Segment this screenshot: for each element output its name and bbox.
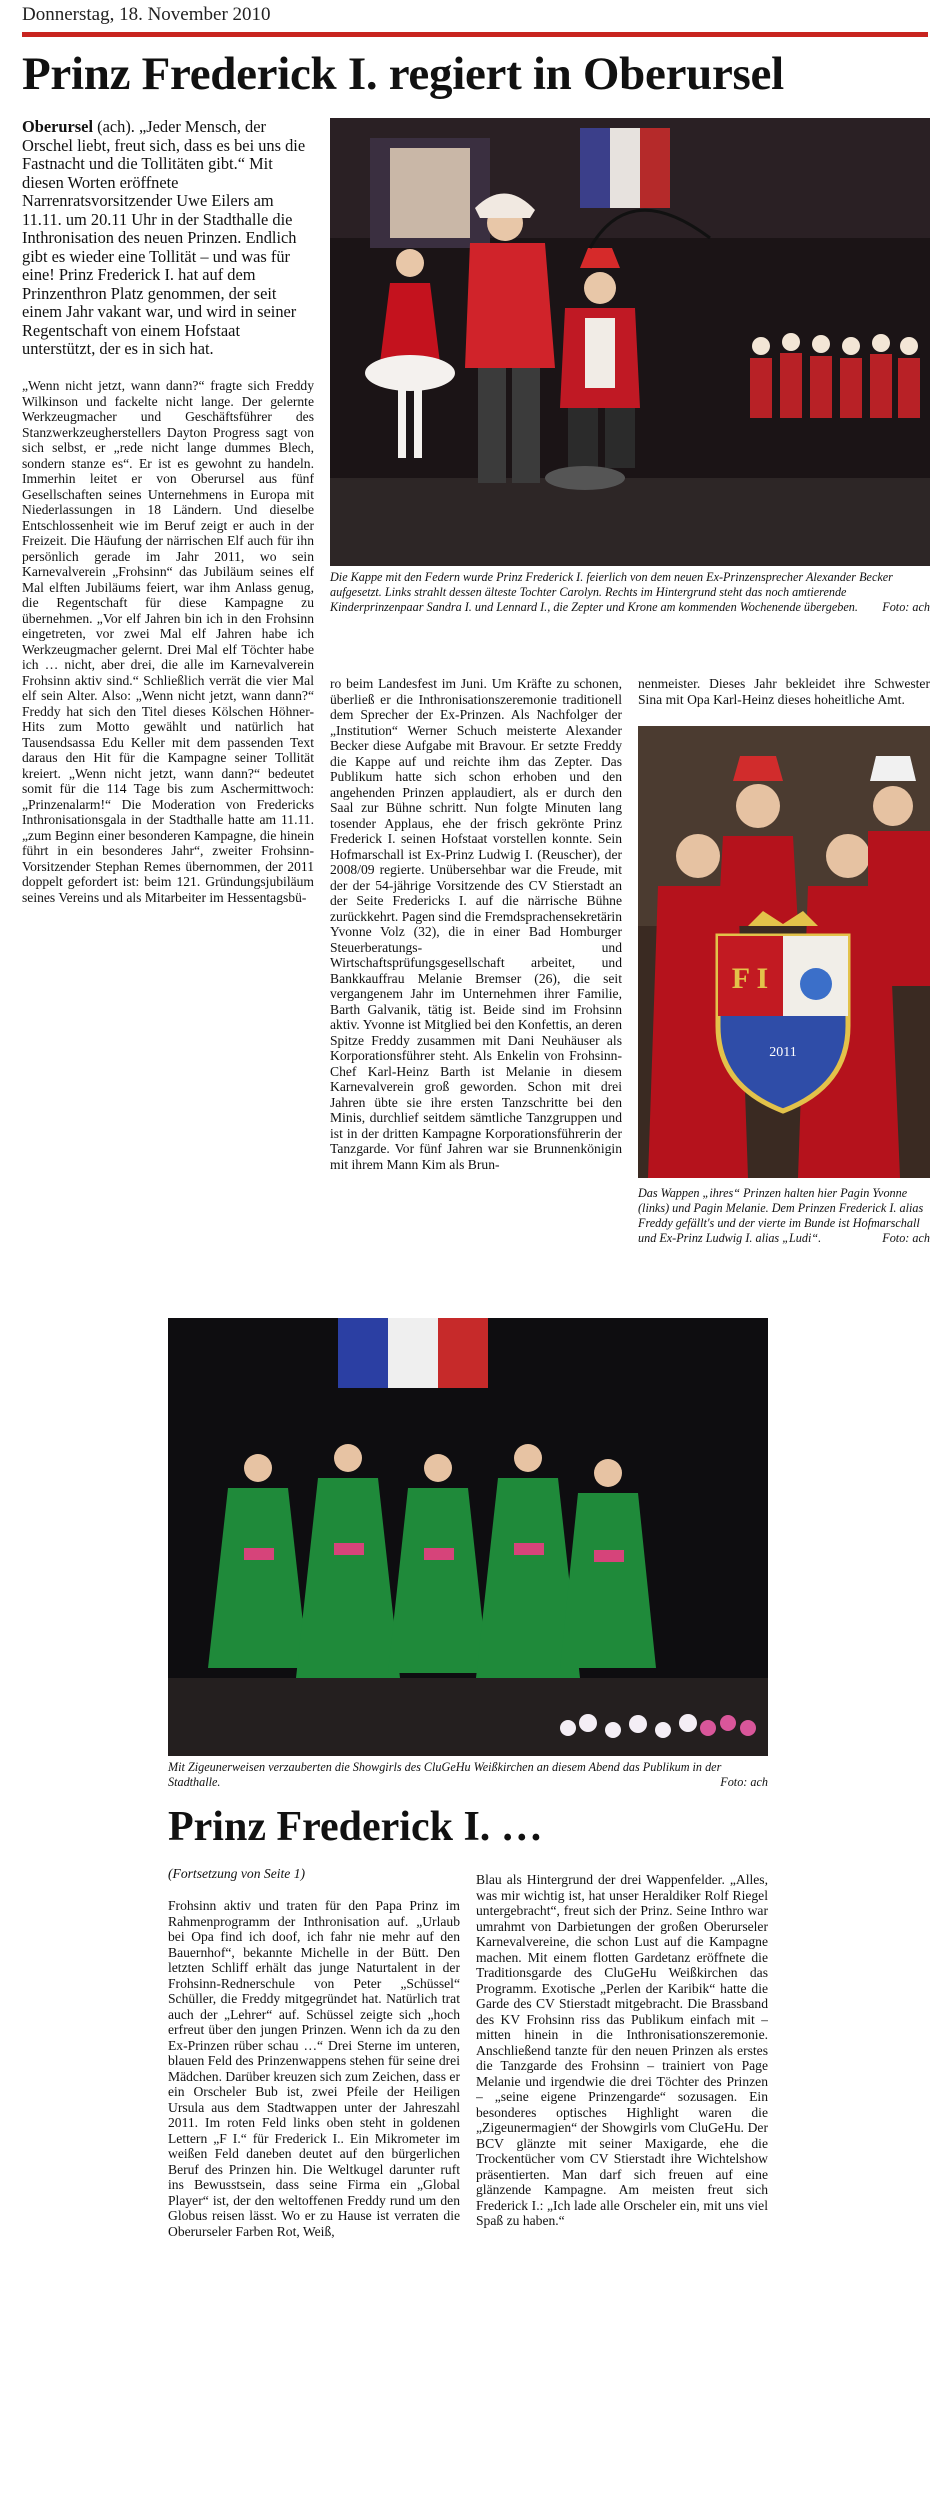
continuation-column-2: Blau als Hintergrund der drei Wappenfelder. „Alles, was mir wichtig ist, hat unser Heraldiker Rolf Riegel untergebracht“, freut sich der Prinz. Seine Inthro war umrahmt von Darbietungen der großen Oberurseler Karnevalvereine, die schon Lust auf die Kampagne machen. Mit einem flotten Gardetanz eröffnete die Traditionsgarde des CluGeHu Weißkirchen das Programm. Exotische „Perlen der Karibik“ hatte die Garde des CV Stierstadt mitgebracht. Die Brassband des KV Frohsinn riss das Publikum einfach mit – mitten hinein in die Inthronisationszeremonie. Anschließend tanzte für den neuen Prinzen als erstes die Tanzgarde des Frohsinn – trainiert von Page Melanie und irgendwie die drei Töchter des Prinzen – „seine eigene Prinzengarde“ sozusagen. Ein besonderes optisches Highlight waren die „Zigeunermagien“ der Showgirls vom CluGeHu. Der BCV glänzte mit seiner Maxigarde, ehe die Trockentücher vom CV Stierstadt ihre Wichtelshow präsentierten. Man darf sich freuen auf eine glänzende Kampagne. Am meisten freut sich Frederick I.: „Ich lade alle Orscheler ein, mit uns viel Spaß zu haben.“ <box>476 1872 768 2228</box>
article-column-2: ro beim Landesfest im Juni. Um Kräfte zu schonen, überließ er die Inthronisationszeremonie traditionell dem Sprecher der Ex-Prinzen. Als Nachfolger der „Institution“ Werner Schuch meisterte Alexander Becker diese Aufgabe mit Bravour. Er setzte Freddy die Kappe auf und reichte ihm das Zepter. Das Publikum hatte sich schon erhoben und den angehenden Prinzen applaudiert, als er durch den Saal zur Bühne schritt. Nun folgte Minuten lang tosender Applaus, ehe der frisch gekrönte Prinz Frederick I. seinen Hofstaat vorstellen konnte. Sein Hofmarschall ist Ex-Prinz Ludwig I. (Reuscher), der 2008/09 regierte. Unübersehbar war die Freude, mit der der 54-jährige Vorsitzende des CV Stierstadt an der Seite Fredericks I. auf die närrische Bühne zurückkehrt. Pagen sind die Fremdsprachensekretärin Yvonne Volz (32), die in einer Bad Homburger Steuerberatungs- und Wirtschaftsprüfungsgesellschaft arbeitet, und Bankkauffrau Melanie Bremser (26), die seit vergangenem Jahr im Unternehmen ihrer Familie, Barth Galvanik, tätig ist. Beide sind im Frohsinn aktiv. Yvonne ist Mitglied bei den Konfettis, an deren Spitze Freddy zusammen mit Dani Neuhäuser als Korporationsführer steht. Als Enkelin von Frohsinn-Chef Karl-Heinz Barth ist Melanie in diesem Karnevalverein groß geworden. Schon mit drei Jahren übte sie ihre ersten Tanzschritte bei den Minis, durchlief seitdem sämtliche Tanzgruppen und ist in der dritten Kampagne Korporationsführerin der Tanzgarde. Vor fünf Jahren war sie Brunnenkönigin mit ihrem Mann Kim als Brun- <box>330 676 622 1172</box>
photo-crowning-caption <box>330 570 930 615</box>
lead-keyword: Oberursel <box>22 117 94 136</box>
photo-credit: Foto: ach <box>882 1231 930 1245</box>
crest-letters: F I <box>731 962 769 995</box>
photo-showgirls-caption <box>168 1760 768 1790</box>
article-headline: Prinz Frederick I. regiert in Oberursel <box>22 48 784 100</box>
article-column-3: nenmeister. Dieses Jahr bekleidet ihre Schwester Sina mit Opa Karl-Heinz dieses hoheitliche Amt. <box>638 676 930 707</box>
photo-showgirls <box>168 1318 768 1756</box>
lead-text: (ach). „Jeder Mensch, der Orschel liebt, freut sich, dass es bei uns die Fastnacht und die Tollitäten gibt.“ Mit diesen Worten eröffnete Narrenratsvorsitzender Uwe Eilers am 11.11. um 20.11 Uhr in der Stadthalle die Inthronisation des neuen Prinzen. Endlich gibt es wieder eine Tollität – und was für eine! Prinz Frederick I. hat auf dem Prinzenthron Platz genommen, der seit einem Jahr vakant war, und wird in seiner Regentschaft von einem Hofstaat unterstützt, der es in sich hat. <box>22 117 306 358</box>
continuation-column-1: Frohsinn aktiv und traten für den Papa Prinz im Rahmenprogramm der Inthronisation auf. „Urlaub bei Opa find ich doof, ich fahr nie mehr auf den Bauernhof“, bekannte Michelle in der Bütt. Den letzten Schliff erhält das junge Naturtalent in der Frohsinn-Rednerschule von Peter „Schüssel“ Schüller, die Freddy mitgegründet hat. Natürlich trat auch der „Lehrer“ auf. Schüssel zeigte sich „hoch erfreut über den jungen Prinzen. Wenn ich da zu den Ex-Prinzen rüber schau …“ Drei Sterne im unteren, blauen Feld des Prinzenwappens stehen für seine drei Mädchen. Darüber kreuzen sich zum Zeichen, dass er ein Orscheler Bub ist, zwei Pfeile der Heiligen Ursula aus dem Stadtwappen unter der Jahreszahl 2011. Im roten Feld links oben steht in goldenen Lettern „F I.“ für Frederick I.. Ein Mikrometer im weißen Feld daneben deutet auf den bürgerlichen Beruf des Prinzen hin. Die Weltkugel darunter ruft ins Bewusstsein, dass seine Firma ein „Global Player“ ist, der den weltoffenen Freddy rund um den Globus reisen lässt. Wo er zu Hause ist verraten die Oberurseler Farben Rot, Weiß, <box>168 1898 460 2239</box>
caption-text: Mit Zigeunerweisen verzauberten die Showgirls des CluGeHu Weißkirchen an diesem Abend das Publikum in der Stadthalle. <box>168 1760 722 1789</box>
lead-paragraph <box>22 118 314 359</box>
crowning-illustration <box>330 118 930 566</box>
issue-date: Donnerstag, 18. November 2010 <box>22 4 271 25</box>
continuation-note: (Fortsetzung von Seite 1) <box>168 1866 306 1881</box>
article-column-1: „Wenn nicht jetzt, wann dann?“ fragte sich Freddy Wilkinson und fackelte nicht lange. Der gelernte Werkzeugmacher und Geschäftsführer des Stanzwerkzeugherstellers Dayton Progress sagt von sich selbst, er „rede nicht lange dummes Blech, sondern stanze es“. Er ist es gewohnt zu handeln. Immerhin leitet er von Oberursel aus fünf Gesellschaften seines Unternehmens in Europa mit Niederlassungen in 18 Ländern. Und dieselbe Entschlossenheit wie im Beruf zeigt er auch in der Freizeit. Die Häufung der närrischen Elf auch für ihn persönlich gerade im Jahr 2011, wo sein Karnevalverein „Frohsinn“ das Jubiläum seines elf Mal elften Jubiläums feiert, war ihm Anlass genug, die Regentschaft für diese Kampagne zu übernehmen. „Vor elf Jahren bin ich in den Frohsinn eingetreten, vor zwei Mal elf Jahren habe ich Werkzeugmacher gelernt. Drei Mal elf Töchter habe ich … nicht, aber drei, die alle im Karnevalverein Frohsinn aktiv sind.“ Schließlich verrät die vier Mal elf sein Alter. Also: „Wenn nicht jetzt, wann dann?“ Freddy hat sich den Titel dieses Kölschen Höhner-Hits zum Motto gewählt und natürlich hat Tausendsassa Edu Keller mit dem passenden Text daraus den Hit für die Kampagne seiner Tollität kreiert. „Wenn nicht jetzt, wann dann?“ bedeutet somit für die 114 Tage bis zum Aschermittwoch: „Prinzenalarm!“ Die Moderation von Fredericks Inthronisationsgala in der Stadthalle hatte am 11.11. „zum Beginn einer besonderen Kampagne, die hinein führt in ein besonderes Jahr“, zweiter Frohsinn-Vorsitzender Stephan Remes übernommen, der 2011 doppelt gefordert ist: beim 121. Gründungsjubiläum seines Vereins und als Mitarbeiter im Hessentagsbü- <box>22 378 314 905</box>
continuation-headline: Prinz Frederick I. … <box>168 1804 543 1850</box>
caption-text: Die Kappe mit den Federn wurde Prinz Frederick I. feierlich von dem neuen Ex-Prinzensprecher Alexander Becker aufgesetzt. Links strahlt dessen älteste Tochter Carolyn. Rechts im Hintergrund steht das noch amtierende Kinderprinzenpaar Sandra I. und Lennard I., die Zepter und Krone am kommenden Wochenende übergeben. <box>330 570 893 614</box>
showgirls-illustration <box>168 1318 768 1756</box>
photo-credit: Foto: ach <box>882 600 930 614</box>
header-rule <box>22 32 928 37</box>
photo-coat-of-arms-caption <box>638 1186 930 1246</box>
caption-text: Das Wappen „ihres“ Prinzen halten hier Pagin Yvonne (links) und Pagin Melanie. Dem Prinzen Frederick I. alias Freddy gefällt's und der vierte im Bunde ist Hofmarschall und Ex-Prinz Ludwig I. alias „Ludi“. <box>638 1186 924 1245</box>
photo-crowning <box>330 118 930 566</box>
photo-coat-of-arms <box>638 726 930 1178</box>
coat-of-arms-illustration <box>638 726 930 1178</box>
photo-credit: Foto: ach <box>720 1775 768 1789</box>
crest-year: 2011 <box>769 1045 797 1060</box>
